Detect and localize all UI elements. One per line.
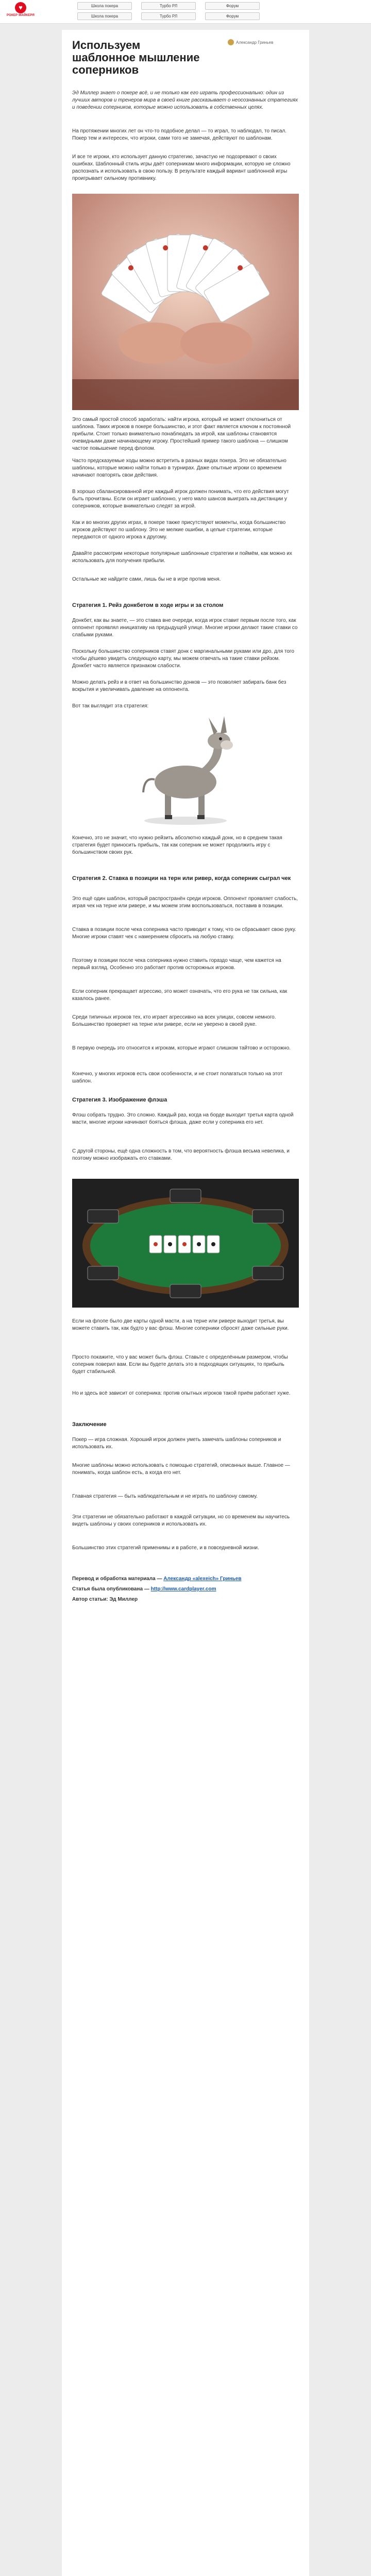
paragraph: Вот так выглядит эта стратегия: bbox=[72, 703, 149, 709]
logo-heart-icon: ♥ bbox=[15, 2, 26, 13]
source-label: Статья была опубликована — bbox=[72, 1586, 149, 1592]
paragraph: Покер — игра сложная. Хороший игрок должен уметь замечать шаблоны соперников и использовать их. bbox=[72, 1437, 281, 1450]
poker-table-screenshot bbox=[72, 1179, 299, 1308]
site-logo[interactable] bbox=[5, 2, 36, 23]
paragraph: Это ещё один шаблон, который распространён среди игроков. Оппонент проявляет слабость, играя чек на терне или ривере, и мы можем этим воспользоваться, поставив в позиции. bbox=[72, 896, 298, 909]
paragraph: Часто предсказуемые ходы можно встретить в разных видах покера. Это не обязательно шаблоны, которые можно найти только в турнирах. Даже опытные игроки со временем начинают повторять свои действия. bbox=[72, 458, 286, 478]
paragraph: Многие шаблоны можно использовать с помощью стратегий, описанных выше. Главное — понимать, когда шаблон есть, а когда его нет. bbox=[72, 1463, 290, 1476]
nav-item-turbo[interactable]: Турбо РЛ bbox=[141, 2, 196, 10]
nav-item-forum[interactable]: Форум bbox=[205, 2, 260, 10]
section-heading: Заключение bbox=[72, 1421, 107, 1428]
donkey-illustration bbox=[129, 715, 242, 828]
page-title: Используем шаблонное мышление соперников bbox=[72, 39, 200, 76]
paragraph: Эти стратегии не обязательно работают в каждой ситуации, но со временем вы научитесь видеть шаблоны у своих соперников и использовать их. bbox=[72, 1514, 290, 1527]
paragraph: С другой стороны, ещё одна сложность в том, что вероятность флэша весьма невелика, и поэтому можно изображать его ставками. bbox=[72, 1148, 290, 1161]
paragraph: Если соперник прекращает агрессию, это может означать, что его рука не так сильна, как казалось ранее. bbox=[72, 989, 288, 1002]
paragraph: В хорошо сбалансированной игре каждый игрок должен понимать, что его действия могут быть прочитаны. Если он играет шаблонно, у него мало шансов выиграть на дистанции у соперников, которые внимательно следят за игрой. bbox=[72, 489, 289, 509]
paragraph: Но и здесь всё зависит от соперника: против опытных игроков такой приём работает хуже. bbox=[72, 1391, 291, 1396]
author-name[interactable]: Александр Гриньев bbox=[236, 40, 274, 45]
paragraph: Просто покажите, что у вас может быть флэш. Ставьте с определённым размером, чтобы соперник поверил вам. Если вы будете делать это в подходящих ситуациях, то прибыль будет стабильной. bbox=[72, 1354, 288, 1375]
paragraph: Донкбет, как вы знаете, — это ставка вне очереди, когда игрок ставит первым после того, как оппонент проявлял инициативу на предыдущей улице. Многие игроки делают такие ставки со слабыми руками. bbox=[72, 618, 298, 638]
paragraph: Можно делать рейз и в ответ на большинство донков — это позволяет забирать банк без вскрытия и увеличивать давление на оппонента. bbox=[72, 680, 286, 692]
paragraph: Это самый простой способ заработать: найти игрока, который не может отклониться от шаблона. Таких игроков в покере большинство, и этот факт является ключом к постоянной прибыли. Стоит только внимательно понаблюдать за игрой, как шаблоны становятся очевидными даже начинающему игроку. Простейший пример такого шаблона — слишком частое повышение перед флопом. bbox=[72, 417, 291, 451]
paragraph: Ставка в позиции после чека соперника часто приводит к тому, что он сбрасывает свою руку. Многие игроки ставят чек с намерением сбросить на любую ставку. bbox=[72, 927, 296, 940]
lead-paragraph: Эд Миллер знает о покере всё, и не только как его играть профессионально: один из лучших авторов и тренеров мира в своей книге рассказывает о неосознанных стратегиях и поведении соперников, которые можно использовать в собственных целях. bbox=[72, 90, 298, 110]
nav-item-poker-school[interactable]: Школа покера bbox=[77, 2, 132, 10]
source-credit bbox=[72, 1586, 299, 1593]
paragraph: В первую очередь это относится к игрокам, которые играют слишком тайтово и осторожно. bbox=[72, 1045, 291, 1051]
cards-fan-image bbox=[72, 194, 299, 410]
logo-text: РОКЕР МАЙКЕРЯ bbox=[7, 14, 35, 17]
paragraph: Поскольку большинство соперников ставят донк с маргинальными руками или дро, для того чтобы дёшево увидеть следующую карту, мы можем отвечать на такие ставки рейзом. Донкбет часто является признаком слабости. bbox=[72, 649, 294, 669]
section-heading: Стратегия 2. Ставка в позиции на терн или ривер, когда соперник сыграл чек bbox=[72, 875, 291, 882]
paragraph: Среди типичных игроков тех, кто играет агрессивно на всех улицах, совсем немного. Большинство проверяет на терне или ривере, если не уверено в своей руке. bbox=[72, 1014, 276, 1027]
paragraph: Конечно, это не значит, что нужно рейзить абсолютно каждый донк, но в среднем такая стратегия будет приносить прибыль, так как соперник не может продолжить игру с большинством своих рук. bbox=[72, 835, 282, 855]
translation-label: Перевод и обработка материала — bbox=[72, 1576, 162, 1582]
section-heading: Стратегия 1. Рейз донкбетом в ходе игры и за столом bbox=[72, 602, 224, 608]
nav-item-forum-2[interactable]: Форум bbox=[205, 12, 260, 20]
nav-item-poker-school-2[interactable]: Школа покера bbox=[77, 12, 132, 20]
article-card bbox=[62, 30, 309, 2576]
paragraph: Большинство этих стратегий применимы и в работе, и в повседневной жизни. bbox=[72, 1545, 259, 1551]
paragraph: Конечно, у многих игроков есть свои особенности, и не стоит полагаться только на этот шаблон. bbox=[72, 1071, 283, 1084]
site-header bbox=[0, 0, 371, 24]
paragraph: Давайте рассмотрим некоторые популярные шаблонные стратегии и поймём, как можно их использовать для получения прибыли. bbox=[72, 551, 292, 564]
author-avatar bbox=[228, 39, 234, 45]
paragraph: Как и во многих других играх, в покере также присутствуют моменты, когда большинство игроков действуют по шаблону. Это не мелкие ошибки, а целые стратегии, которые передаются от одного игрока к другому. bbox=[72, 520, 286, 540]
paragraph: И все те игроки, кто использует данную стратегию, зачастую не подозревают о своих ошибках. Шаблонный стиль игры даёт соперникам много информации, которую не сложно распознать и использовать в свою пользу. В результате каждый вариант шаблонной игры проигрывает сильному противнику. bbox=[72, 154, 291, 181]
source-link[interactable]: http://www.cardplayer.com bbox=[150, 1586, 216, 1592]
paragraph: На протяжении многих лет он что-то подобное делал — то играл, то наблюдал, то писал. Покер тем и интересен, что игроки, сами того не замечая, действуют по шаблонам. bbox=[72, 128, 287, 141]
paragraph: Поэтому в позиции после чека соперника нужно ставить гораздо чаще, чем кажется на первый взгляд. Особенно это работает против осторожных игроков. bbox=[72, 958, 281, 971]
paragraph: Флэш собрать трудно. Это сложно. Каждый раз, когда на борде выходит третья карта одной масти, многие игроки начинают бояться флэша, даже если у соперника его нет. bbox=[72, 1112, 294, 1125]
writer-credit: Автор статьи: Эд Миллер bbox=[72, 1597, 138, 1602]
translation-author-link[interactable]: Александр «alexeich» Гриньев bbox=[163, 1576, 242, 1582]
section-heading: Стратегия 3. Изображение флэша bbox=[72, 1097, 167, 1103]
translation-credit bbox=[72, 1575, 299, 1583]
nav-item-turbo-2[interactable]: Турбо РЛ bbox=[141, 12, 196, 20]
paragraph: Остальные же найдите сами, лишь бы не в игре против меня. bbox=[72, 577, 221, 582]
paragraph: Главная стратегия — быть наблюдательным и не играть по шаблону самому. bbox=[72, 1494, 258, 1499]
paragraph: Если на флопе было две карты одной масти, а на терне или ривере выходит третья, вы можете ставить так, как будто у вас флэш. Многие соперники сбросят даже сильные руки. bbox=[72, 1318, 289, 1331]
